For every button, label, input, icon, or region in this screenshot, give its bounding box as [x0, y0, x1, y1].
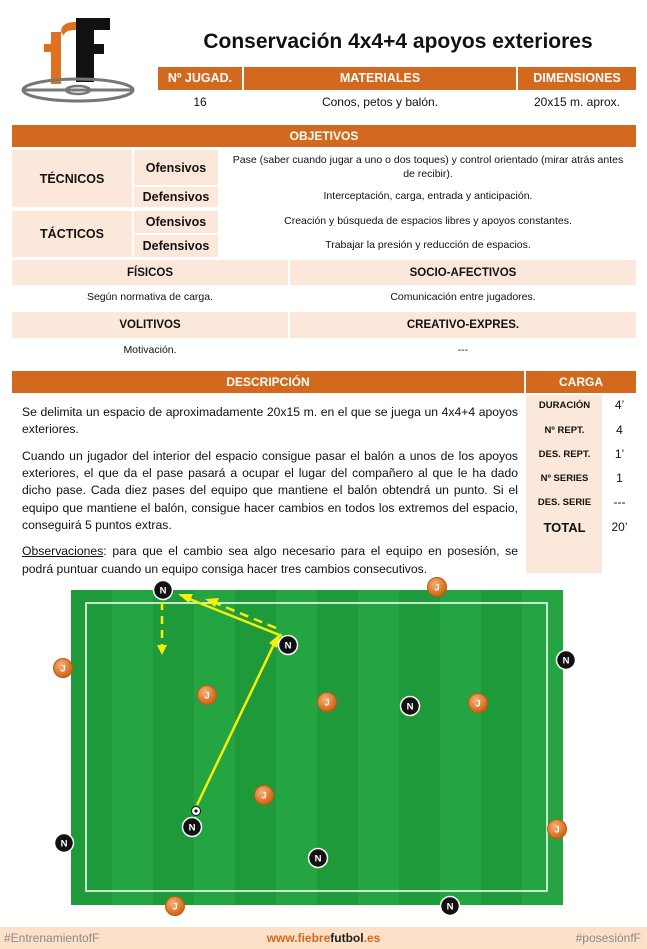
svg-text:J: J — [434, 582, 440, 594]
svg-text:N: N — [60, 838, 68, 850]
descanso-rep-label: DES. REPT. — [538, 448, 591, 460]
descripcion-p1: Se delimita un espacio de aproximadamente 20x15 m. en el que se juega un 4x4+4 apoyos exteriores. — [22, 405, 518, 437]
field-diagram — [0, 575, 647, 927]
ball-icon — [192, 807, 201, 816]
duracion-value: 4’ — [614, 398, 625, 412]
svg-text:J: J — [554, 824, 560, 836]
series-value: 1 — [616, 471, 623, 485]
svg-text:J: J — [261, 790, 267, 802]
player-team-n — [557, 651, 576, 670]
observaciones-text: : para que el cambio sea algo necesario para el equipo en posesión, se podrá puntuar cuando un equipo consiga hacer tres cambios consecutivos. — [22, 544, 518, 576]
tacticos-defensivos-text: Trabajar la presión y reducción de espacios. — [325, 239, 531, 252]
player-team-j — [318, 693, 337, 712]
descripcion-header: DESCRIPCIÓN — [12, 371, 524, 393]
socio-afectivos-label: SOCIO-AFECTIVOS — [290, 260, 636, 285]
svg-text:J: J — [204, 690, 210, 702]
tecnicos-label: TÉCNICOS — [12, 150, 132, 207]
svg-text:N: N — [159, 585, 167, 597]
total-label: TOTAL — [543, 519, 586, 535]
player-team-j — [166, 897, 185, 916]
carga-total — [526, 515, 636, 539]
svg-text:J: J — [60, 663, 66, 675]
tecnicos-ofensivos-label: Ofensivos — [134, 150, 218, 185]
player-team-n — [154, 581, 173, 600]
tacticos-ofensivos-label: Ofensivos — [134, 211, 218, 233]
footer-website-b: futbol — [330, 931, 364, 945]
materiales-header: MATERIALES — [244, 67, 516, 90]
carga-header: CARGA — [526, 371, 636, 393]
svg-text:N: N — [562, 655, 570, 667]
descanso-serie-label: DES. SERIE — [537, 496, 592, 508]
footer-website-a: www.fiebre — [266, 931, 331, 945]
carga-descanso-rep — [526, 442, 636, 466]
dimensiones-value: 20x15 m. aprox. — [533, 95, 621, 109]
tecnicos-ofensivos-text: Pase (saber cuando jugar a uno o dos toques) y control orientado (mirar atrás antes de recibir). — [232, 154, 624, 180]
carga-repeticiones — [526, 418, 636, 442]
svg-text:N: N — [314, 853, 322, 865]
series-label: Nº SERIES — [540, 472, 589, 484]
repeticiones-label: Nº REPT. — [544, 424, 585, 436]
footer-hashtag-right: #posesiónfF — [575, 931, 641, 945]
descanso-serie-value: --- — [613, 495, 626, 509]
player-team-n — [183, 818, 202, 837]
jugadores-header: Nº JUGAD. — [158, 67, 242, 90]
fisicos-text: Según normativa de carga. — [86, 291, 214, 304]
jugadores-value: 16 — [193, 95, 207, 109]
svg-text:J: J — [475, 698, 481, 710]
observaciones-label: Observaciones — [22, 544, 104, 559]
observaciones — [22, 543, 518, 578]
descripcion-body — [22, 404, 518, 587]
svg-text:N: N — [284, 640, 292, 652]
creativo-label: CREATIVO-EXPRES. — [290, 312, 636, 338]
player-team-j — [198, 686, 217, 705]
duracion-label: DURACIÓN — [538, 399, 591, 411]
fisicos-label: FÍSICOS — [12, 260, 288, 285]
player-team-j — [469, 694, 488, 713]
total-value: 20’ — [611, 520, 628, 534]
page-title: Conservación 4x4+4 apoyos exteriores — [203, 30, 593, 53]
player-team-n — [279, 636, 298, 655]
carga-series — [526, 466, 636, 490]
tacticos-label: TÁCTICOS — [12, 211, 132, 257]
footer-hashtag-left: #EntrenamientofF — [4, 931, 100, 945]
repeticiones-value: 4 — [616, 423, 623, 437]
player-team-j — [428, 578, 447, 597]
tecnicos-defensivos-label: Defensivos — [134, 187, 218, 207]
svg-text:N: N — [406, 701, 414, 713]
player-team-j — [54, 659, 73, 678]
tecnicos-defensivos-text: Interceptación, carga, entrada y anticipación. — [323, 190, 533, 203]
carga-descanso-serie — [526, 490, 636, 514]
dimensiones-header: DIMENSIONES — [518, 67, 636, 90]
descanso-rep-value: 1’ — [614, 447, 625, 461]
tacticos-defensivos-label: Defensivos — [134, 235, 218, 257]
creativo-text: --- — [457, 344, 469, 357]
descripcion-p2: Cuando un jugador del interior del espacio consigue pasar el balón a unos de los apoyos exteriores, el que da el pase pasará a ocupar el lugar del compañero al que le ha dado dicho pase. Cada diez pases del equipo que mantiene el balón obtendrá un punto. Si el equipo que mantiene el balón, consigue hacer cambios en todos los extremos del espacio, conseguirá 5 puntos extras. — [22, 448, 518, 532]
volitivos-label: VOLITIVOS — [12, 312, 288, 338]
objetivos-header: OBJETIVOS — [12, 125, 636, 147]
svg-text:J: J — [172, 901, 178, 913]
materiales-value: Conos, petos y balón. — [321, 95, 439, 109]
svg-text:N: N — [446, 901, 454, 913]
svg-text:J: J — [324, 697, 330, 709]
player-team-n — [441, 897, 460, 916]
footer-website[interactable] — [0, 931, 647, 945]
logo — [18, 14, 138, 110]
player-team-n — [309, 849, 328, 868]
player-team-n — [401, 697, 420, 716]
svg-text:N: N — [188, 822, 196, 834]
socio-afectivos-text: Comunicación entre jugadores. — [390, 291, 536, 304]
player-team-j — [548, 820, 567, 839]
tacticos-ofensivos-text: Creación y búsqueda de espacios libres y apoyos constantes. — [284, 215, 572, 228]
carga-duracion — [526, 393, 636, 417]
player-team-n — [55, 834, 74, 853]
player-team-j — [255, 786, 274, 805]
footer-website-c: .es — [363, 931, 381, 945]
volitivos-text: Motivación. — [123, 344, 177, 357]
